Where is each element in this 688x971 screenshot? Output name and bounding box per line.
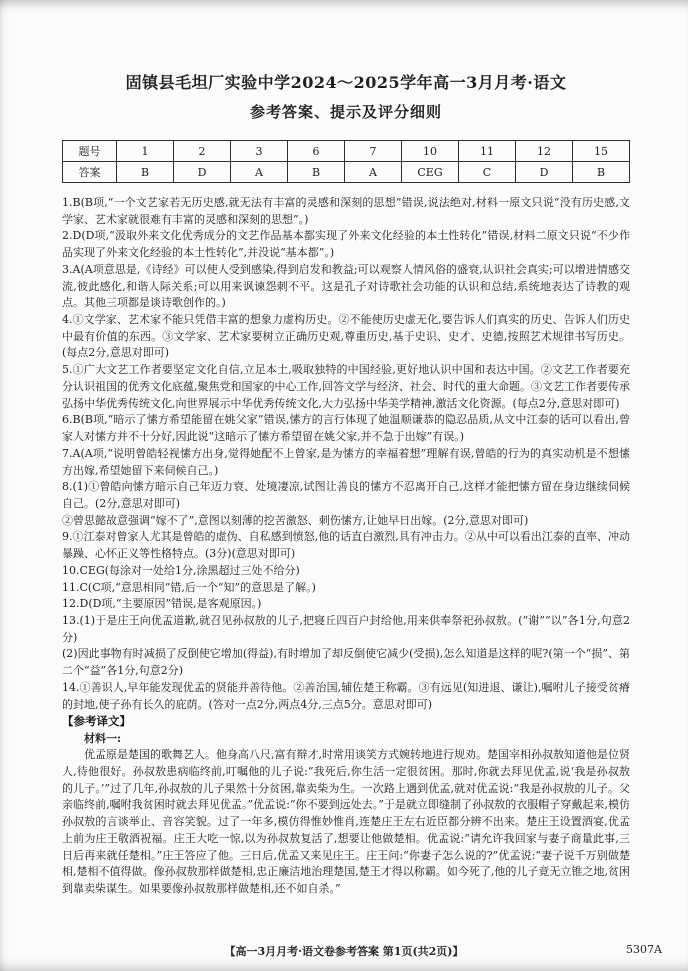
answer-item-5: 5.①广大文艺工作者要坚定文化自信,立足本土,吸取独特的中国经验,更好地认识中国和表达中国。②文艺工作者要充分认识祖国的优秀文化底蕴,聚焦党和国家的中心工作,回答文学与经济、社会、时代的重大命题。③文艺工作者要传承弘扬中华优秀传统文化,向世界展示中华优秀传统文化,大力弘扬中华美学精神,激活文化资源。(每点2分,意思对即可): [62, 363, 630, 410]
answer-item-6: 6.B(B项,“暗示了愫方希望能留在姚父家”错误,愫方的言行体现了她温顺谦恭的隐忍品质,从文中江泰的话可以看出,曾家人对愫方并不十分好,因此说“这暗示了愫方希望留在姚父家,并不急于出嫁”有误。): [62, 413, 630, 444]
answer-cell: A: [231, 162, 288, 183]
answer-item-12: 12.D(D项,“主要原因”错误,是客观原因。): [62, 597, 262, 611]
answer-item-1: 1.B(B项,“一个文艺家若无历史感,就无法有丰富的灵感和深刻的思想”错误,说法绝对,材料一原文只说“没有历史感,文学家、艺术家就很难有丰富的灵感和深刻的思想”。): [62, 196, 630, 226]
answer-item-7: 7.A(A项,“说明曾皓轻视愫方出身,觉得她配不上曾家,是为愫方的幸福着想”理解有误,曾皓的行为的真实动机是不想愫方出嫁,希望她留下来伺候自己。): [62, 446, 630, 477]
question-number-cell: 7: [345, 141, 402, 162]
page-footer: [62, 943, 662, 959]
answer-key-table: [62, 140, 630, 183]
answer-explanations: [62, 195, 630, 713]
answer-item-13-part1: 13.(1)于是庄王向优孟道歉,就召见孙叔敖的儿子,把寝丘四百户封给他,用来供奉祭祀孙叔敖。(“谢”“以”各1分,句意2分): [62, 613, 630, 644]
answer-cell: D: [516, 162, 573, 183]
footer-exam-code: 5307A: [626, 943, 662, 956]
answer-item-4: 4.①文学家、艺术家不能只凭借丰富的想象力虚构历史。②不能使历史虚无化,要告诉人们真实的历史、告诉人们历史中最有价值的东西。③文学家、艺术家要树立正确历史观,尊重历史,基于史识、史才、史德,按照艺术规律书写历史。(每点2分,意思对即可): [62, 313, 630, 360]
footer-page-info: 【高一3月月考·语文卷参考答案 第1页(共2页)】: [224, 945, 464, 958]
answer-cell: CEG: [402, 162, 459, 183]
answer-item-8-part1: 8.(1)①曾皓向愫方暗示自己年迈力衰、处境凄凉,试图让善良的愫方不忍离开自己,这样才能把愫方留在身边继续伺候自己。(2分,意思对即可): [62, 480, 630, 510]
table-row-question-numbers: [63, 141, 630, 162]
answer-item-14: 14.①善识人,早年能发现优孟的贤能并善待他。②善治国,辅佐楚王称霸。③有远见(知进退、谦让),嘱咐儿子接受贫瘠的封地,使子孙有长久的庇荫。(答对一点2分,两点4分,三点5分。意思对即可): [62, 680, 630, 711]
answer-cell: B: [573, 162, 630, 183]
table-header-question-label: 题号: [63, 141, 117, 162]
answer-cell: C: [459, 162, 516, 183]
answer-cell: B: [288, 162, 345, 183]
answer-item-2: 2.D(D项,“汲取外来文化优秀成分的文艺作品基本都实现了外来文化经验的本土性转化”错误,材料二原文只说“不少作品实现了外来文化经验的本土性转化”,并没说“基本都”。): [62, 229, 630, 260]
answer-item-8-part2: ②曾思懿故意强调“嫁不了”,意图以刻薄的挖苦激怒、刺伤愫方,让她早日出嫁。(2分,意思对即可): [62, 513, 529, 527]
question-number-cell: 2: [174, 141, 231, 162]
translation-paragraph: 优孟原是楚国的歌舞艺人。他身高八尺,富有辩才,时常用谈笑方式婉转地进行规劝。楚国宰相孙叔敖知道他是位贤人,待他很好。孙叔敖患病临终前,叮嘱他的儿子说:“我死后,你生活一定很贫困。那时,你就去拜见优孟,说‘我是孙叔敖的儿子。’”过了几年,孙叔敖的儿子果然十分贫困,靠卖柴为生。一次路上遇到优孟,就对优孟说:“我是孙叔敖的儿子。父亲临终前,嘱咐我贫困时就去拜见优孟。”优孟说:“你不要到远处去。”于是就立即缝制了孙叔敖的衣服帽子穿戴起来,模仿孙叔敖的言谈举止、音容笑貌。过了一年多,模仿得惟妙惟肖,连楚庄王左右近臣都分辨不出来。楚庄王设置酒宴,优孟上前为庄王敬酒祝福。庄王大吃一惊,以为孙叔敖复活了,想要让他做楚相。优孟说:“请允许我回家与妻子商量此事,三日后再来就任楚相。”庄王答应了他。三日后,优孟又来见庄王。庄王问:“你妻子怎么说的?”优孟说:“妻子说千万别做楚相,楚相不值得做。像孙叔敖那样做楚相,忠正廉洁地治理楚国,楚王才得以称霸。如今死了,他的儿子竟无立锥之地,贫困到靠卖柴谋生。如果要像孙叔敖那样做楚相,还不如自杀。”: [62, 748, 630, 895]
question-number-cell: 15: [573, 141, 630, 162]
question-number-cell: 6: [288, 141, 345, 162]
question-number-cell: 10: [402, 141, 459, 162]
answer-item-9: 9.①江泰对曾家人尤其是曾皓的虚伪、自私感到愤怒,他的话直白激烈,具有冲击力。②从中可以看出江泰的直率、冲动暴躁、心怀正义等性格特点。(3分)(意思对即可): [62, 530, 630, 561]
answer-item-11: 11.C(C项,“意思相同”错,后一个“知”的意思是了解。): [62, 580, 316, 594]
question-number-cell: 3: [231, 141, 288, 162]
answer-cell: A: [345, 162, 402, 183]
question-number-cell: 1: [117, 141, 174, 162]
answer-item-13-part2: (2)因此事物有时减损了反倒使它增加(得益),有时增加了却反倒使它减少(受损),怎么知道是这样的呢?(第一个“损”、第二个“益”各1分,句意2分): [62, 647, 630, 678]
doc-title: 固镇县毛坦厂实验中学2024～2025学年高一3月月考·语文: [125, 73, 567, 92]
translation-section-header: 【参考译文】: [62, 714, 131, 729]
material-one-label: 材料一:: [84, 731, 122, 745]
answer-item-3: 3.A(A项意思是,《诗经》可以使人受到感染,得到启发和教益;可以观察人情风俗的盛衰,认识社会真实;可以增进情感交流,彼此感化,和谐人际关系;可以用来讽谏怨刺不平。这是孔子对诗歌社会功能的认识和总结,系统地表达了诗教的观点。其他三项都是谈诗歌创作的。): [62, 262, 630, 310]
table-row-answers: [63, 162, 630, 183]
table-header-answer-label: 答案: [63, 162, 117, 183]
doc-subtitle: 参考答案、提示及评分细则: [249, 103, 442, 121]
answer-item-10: 10.CEG(每涂对一处给1分,涂黑超过三处不给分): [62, 563, 300, 577]
answer-cell: B: [117, 162, 174, 183]
question-number-cell: 12: [516, 141, 573, 162]
question-number-cell: 11: [459, 141, 516, 162]
answer-cell: D: [174, 162, 231, 183]
